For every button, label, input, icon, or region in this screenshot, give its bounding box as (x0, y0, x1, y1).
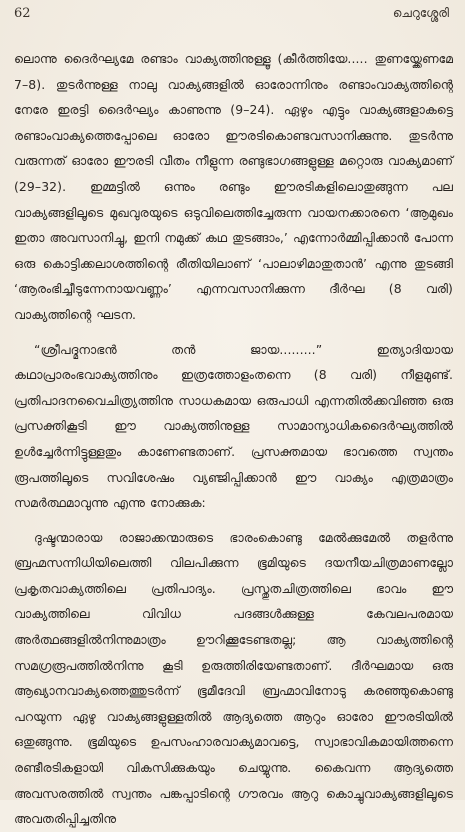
paragraph-3: ദുഷ്ടന്മാരായ രാജാക്കന്മാരുടെ ഭാരംകൊണ്ടു മേൽക്കുമേൽ തളർന്നു ബ്രഹ്മസന്നിധിയിലെത്തി വിലപിക്കുന്ന ഭൂമിയുടെ ദയനീയചിത്രമാണല്ലോ പ്രകൃതവാക്യത്തിലെ പ്രതിപാദ്യം. പ്രസ്തുതചിത്രത്തിലെ ഭാവം ഈ വാക്യത്തിലെ വിവിധ പദങ്ങൾക്കുള്ള കേവലപരമായ അർത്ഥങ്ങളിൽനിന്നുമാത്രം ഊറിക്കൂടേണ്ടതല്ല; ആ വാക്യത്തിന്റെ സമഗ്രരൂപത്തിൽനിന്നു കൂടി ഉരുത്തിരിയേണ്ടതാണ്. ദീർഘമായ ഒരു ആഖ്യാനവാക്യത്തെത്തുടർന്ന് ഭൂമീദേവി ബ്രഹ്മാവിനോടു കരഞ്ഞുകൊണ്ടു പറയുന്ന ഏഴു വാക്യങ്ങളുള്ളതിൽ ആദ്യത്തെ ആറും ഓരോ ഈരടിയിൽ ഒതുങ്ങുന്നു. ഭൂമിയുടെ ഉപസംഹാരവാക്യമാവട്ടെ, സ്വാഭാവികമായിത്തന്നെ രണ്ടീരടികളായി വികസിക്കുകയും ചെയ്യുന്നു. കൈവന്ന ആദ്യത്തെ അവസരത്തിൽ സ്വന്തം പങ്കപ്പാടിന്റെ ഗൗരവം ആറു കൊച്ചുവാക്യങ്ങളിലൂടെ അവതരിപ്പിച്ചതിനു (14, 529, 453, 827)
page-header (14, 6, 453, 32)
body-text (14, 46, 453, 832)
page-number: 62 (14, 6, 31, 21)
running-title: ചെറുശ്ശേരി (392, 6, 449, 20)
paragraph-1: ലൊന്നു ദൈർഘ്യമേ രണ്ടാം വാക്യത്തിനുള്ളൂ (കീർത്തിയേ..... തുണയ്ക്കേണമേ 7–8). തുടർന്നുള്ള നാലു വാക്യങ്ങളിൽ ഓരോന്നിനും രണ്ടാംവാക്യത്തിന്റെ നേരേ ഇരട്ടി ദൈർഘ്യം കാണുന്നു (9–24). ഏഴും എട്ടും വാക്യങ്ങളാകട്ടെ രണ്ടാംവാക്യത്തെപ്പോലെ ഓരോ ഈരടികൊണ്ടവസാനിക്കുന്നു. തുടർന്നു വരുന്നത് ഓരോ ഈരടി വീതം നീളുന്ന രണ്ടുഭാഗങ്ങളുള്ള മറ്റൊരു വാക്യമാണ് (29–32). ഇമ്മട്ടിൽ ഒന്നും രണ്ടും ഈരടികളിലൊതുങ്ങുന്ന പല വാക്യങ്ങളിലൂടെ മുഖവുരയുടെ ഒടുവിലെത്തിച്ചേരുന്ന വായനക്കാരനെ ‘ആമുഖം ഇതാ അവസാനിച്ചു, ഇനി നമുക്ക് കഥ തുടങ്ങാം,’ എന്നോർമ്മിപ്പിക്കാൻ പോന്ന ഒരു കൊട്ടിക്കലാശത്തിന്റെ രീതിയിലാണ് ‘പാലാഴിമാതുതാൻ’ എന്നു തുടങ്ങി ‘ആരംഭിച്ചീടുന്നേനായവണ്ണം’ എന്നവസാനിക്കുന്ന ദീർഘ (8 വരി) വാക്യത്തിന്റെ ഘടന. (14, 51, 454, 322)
paragraph-2: “ശ്രീപദ്മനാഭൻ തൻ ജായ.........” ഇത്യാദിയായ കഥാപ്രാരംഭവാക്യത്തിനും ഇത്രത്തോളംതന്നെ (8 വരി) നീളമുണ്ട്. പ്രതിപാദനവൈചിത്ര്യത്തിനു സാധകമായ ഒരുപാധി എന്നതിൽക്കവിഞ്ഞ ഒരു പ്രസക്തികൂടി ഈ വാക്യത്തിനുള്ള സാമാന്യാധികദൈർഘ്യത്തിൽ ഉൾച്ചേർന്നിട്ടുള്ളതും കാണേണ്ടതാണ്. പ്രസക്തമായ ഭാവത്തെ സ്വന്തം രൂപത്തിലൂടെ സവിശേഷം വ്യഞ്ജിപ്പിക്കാൻ ഈ വാക്യം എത്രമാത്രം സമർത്ഥമാവുന്നു എന്നു നോക്കുക: (14, 341, 453, 511)
